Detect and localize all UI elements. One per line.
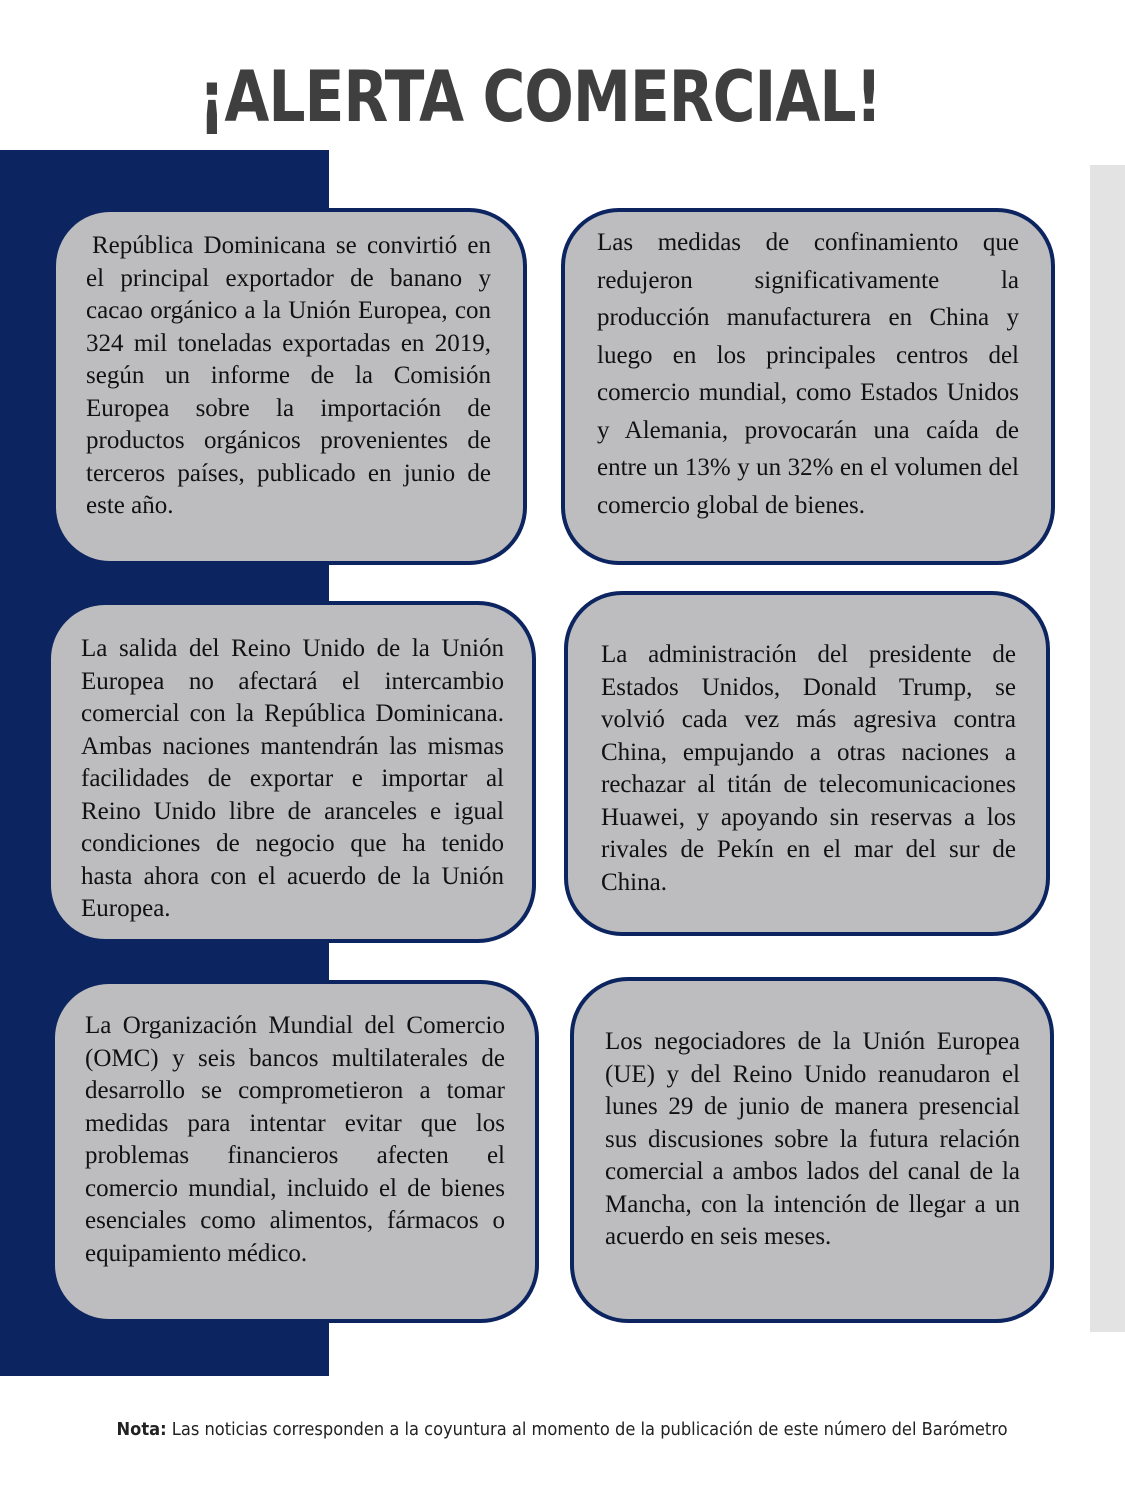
- news-text: La salida del Reino Unido de la Unión Europea no afectará el intercambio comercial con la República Dominicana. Ambas naciones mantendrán las mismas facilidades de exportar e importar al Reino Unido libre de aranceles e igual condiciones de negocio que ha tenido hasta ahora con el acuerdo de la Unión Europea.: [81, 635, 504, 922]
- news-card-eu-uk-negotiations: [570, 977, 1054, 1323]
- news-text: Los negociadores de la Unión Europea (UE) y del Reino Unido reanudaron el lunes 29 de junio de manera presencial sus discusiones sobre la futura relación comercial a ambos lados del canal de la Mancha, con la intención de llegar a un acuerdo en seis meses.: [605, 1028, 1020, 1250]
- news-card-omc-banks: [51, 980, 539, 1323]
- news-text: La Organización Mundial del Comercio (OMC) y seis bancos multilaterales de desarrollo se comprometieron a tomar medidas para intentar evitar que los problemas financieros afecten el comercio mundial, incluido el de bienes esenciales como alimentos, fármacos o equipamiento médico.: [85, 1012, 505, 1267]
- news-text: República Dominicana se convirtió en el principal exportador de banano y cacao orgánico a la Unión Europea, con 324 mil toneladas exportadas en 2019, según un informe de la Comisión Europea sobre la importación de productos orgánicos provenientes de terceros países, publicado en junio de este año.: [86, 232, 491, 519]
- page-title: ¡ALERTA COMERCIAL!: [198, 56, 882, 138]
- note-text: Las noticias corresponden a la coyuntura al momento de la publicación de este número del Barómetro: [172, 1420, 1009, 1440]
- note-label: Nota:: [116, 1420, 168, 1440]
- news-card-brexit-trade: [47, 601, 536, 943]
- news-card-confinement-trade-drop: [561, 208, 1055, 565]
- footer-note: [0, 1420, 1125, 1440]
- news-text: La administración del presidente de Estados Unidos, Donald Trump, se volvió cada vez más agresiva contra China, empujando a otras naciones a rechazar al titán de telecomunicaciones Huawei, y apoyando sin reservas a los rivales de Pekín en el mar del sur de China.: [601, 641, 1016, 896]
- news-card-trump-china: [564, 591, 1050, 936]
- gray-side-strip: [1090, 165, 1125, 1332]
- news-text: Las medidas de confinamiento que redujeron significativamente la producción manufacturera en China y luego en los principales centros del comercio mundial, como Estados Unidos y Alemania, provocarán una caída de entre un 13% y un 32% en el volumen del comercio global de bienes.: [597, 229, 1019, 519]
- news-card-dominican-organic-exports: [52, 208, 527, 565]
